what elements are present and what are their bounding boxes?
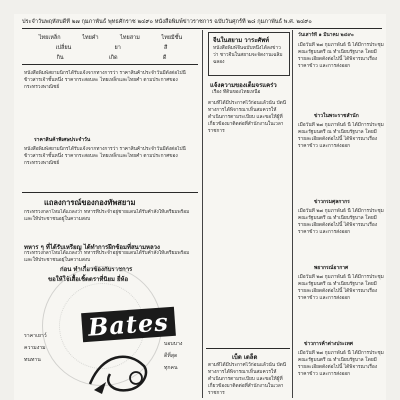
price-table-header <box>28 34 193 42</box>
box-title: จีนในสยาม วาระศัพท์ <box>213 37 270 44</box>
middle-headline: แจ้งความของเต็มจรแคร่ว <box>210 82 277 89</box>
ad-line-1: ก่อน ทำเกี่ยวข้องกับราชการ <box>60 266 133 273</box>
section-divider <box>206 348 290 349</box>
ad-label: บอบบาง <box>164 341 183 347</box>
section-divider <box>22 64 198 65</box>
right-body: เมื่อวันที่ ๒๗ กุมภาพันธ์ นี้ ได้มีการประชุมคณะรัฐมนตรี ณ ทำเนียบรัฐบาล โดยมีรายละเอียดดังต่อไปนี้ ได้พิจารณาเรื่องราคาข้าว และการส่งออก <box>298 123 384 149</box>
middle-subheadline: เรื่อง ที่ดินของไทยเหนือ <box>212 90 261 95</box>
price-table-heading: ไทยมีชั้น <box>161 35 183 41</box>
table-cell: ดี <box>162 55 167 61</box>
right-body: เมื่อวันที่ ๒๗ กุมภาพันธ์ นี้ ได้มีการประชุมคณะรัฐมนตรี ณ ทำเนียบรัฐบาล โดยมีรายละเอียดดังต่อไปนี้ ได้พิจารณาเรื่องราคาข้าว และการส่งออก <box>298 43 384 69</box>
right-headline: ข่าวกรมศุลกากร <box>314 199 350 205</box>
newspaper-page <box>14 14 386 400</box>
column-rule <box>202 30 203 398</box>
middle-box <box>208 32 290 76</box>
ad-line-2: ขอให้ใช้เสื้อเชิ้ตตราที่นิยม ยี่ห้อ <box>48 276 129 283</box>
miscellany-headline: เบ็ด เตล็ด <box>232 354 258 361</box>
ad-label: ราคาเยาว์ <box>24 333 47 339</box>
table-cell: ยา <box>114 45 121 51</box>
ad-label: ทุกคน <box>164 365 178 371</box>
column-rule <box>292 30 293 398</box>
price-table-heading: ไทยสาม <box>120 35 140 41</box>
market-paragraph: หนังสือพิมพ์สยามนิกรได้รับแจ้งจากทางการว่า ราคาสินค้าประจำวันมีดังต่อไปนี้ ข้าวสารเจ้าชั้นหนึ่ง ราคากระสอบละ ไทยเหล็กและไทยคำ ตามประกาศของกระทรวงพาณิชย์ <box>24 147 186 166</box>
right-body: เมื่อวันที่ ๒๗ กุมภาพันธ์ นี้ ได้มีการประชุมคณะรัฐมนตรี ณ ทำเนียบรัฐบาล โดยมีรายละเอียดดังต่อไปนี้ ได้พิจารณาเรื่องราคาข้าว และการส่งออก <box>298 209 384 235</box>
price-table-heading: ไทยเหล็ก <box>38 35 61 41</box>
ad-label: ดีที่สุด <box>164 353 178 359</box>
section-headline: แถลงการณ์ของกองทัพสยาม <box>44 198 136 207</box>
table-cell: เปลี่ยน <box>55 45 72 51</box>
section-paragraph: กระทรวงกลาโหมได้แถลงว่า ทหารที่ประจำอยู่ชายแดนได้รับคำสั่งให้เตรียมพร้อม และให้ประชาชนอยู่ในความสงบ <box>24 210 190 222</box>
brand-logo: Bates <box>81 307 176 342</box>
intro-paragraph: หนังสือพิมพ์สยามนิกรได้รับแจ้งจากทางการว่า ราคาสินค้าประจำวันมีดังต่อไปนี้ ข้าวสารเจ้าชั้นหนึ่ง ราคากระสอบละ ไทยเหล็กและไทยคำ ตามประกาศของกระทรวงพาณิชย์ <box>24 71 186 90</box>
price-table-heading: ไทยคำ <box>82 35 99 41</box>
table-cell: สี <box>164 45 168 51</box>
masthead <box>22 18 382 26</box>
masthead-rule <box>22 28 382 29</box>
masthead-text: ประจำวันพฤหัสบดีที่ ๒๗ กุมภาพันธ์ พุทธศักราช ๒๔๙๐ หนังสือพิมพ์ข่าวราชการ ฉบับวันศุกร์ที่ ๒๘ กุมภาพันธ์ พ.ศ. ๒๔๙๐ <box>22 19 312 25</box>
right-body: เมื่อวันที่ ๒๗ กุมภาพันธ์ นี้ ได้มีการประชุมคณะรัฐมนตรี ณ ทำเนียบรัฐบาล โดยมีรายละเอียดดังต่อไปนี้ ได้พิจารณาเรื่องราคาข้าว และการส่งออก <box>298 351 384 377</box>
miscellany-body: ตามที่ได้มีประกาศไว้ก่อนแล้วนั้น บัดนี้ทางการได้พิจารณาเห็นสมควรให้ดำเนินการตามระเบียบ และขอให้ผู้ที่เกี่ยวข้องมาติดต่อที่สำนักงานในเวลาราชการ <box>208 363 287 396</box>
ad-label: ความงาม <box>24 345 46 351</box>
dragon-illustration-icon <box>84 344 154 398</box>
table-cell: กิน <box>56 55 64 61</box>
right-body: เมื่อวันที่ ๒๗ กุมภาพันธ์ นี้ ได้มีการประชุมคณะรัฐมนตรี ณ ทำเนียบรัฐบาล โดยมีรายละเอียดดังต่อไปนี้ ได้พิจารณาเรื่องราคาข้าว และการส่งออก <box>298 275 384 301</box>
middle-body: ตามที่ได้มีประกาศไว้ก่อนแล้วนั้น บัดนี้ทางการได้พิจารณาเห็นสมควรให้ดำเนินการตามระเบียบ และขอให้ผู้ที่เกี่ยวข้องมาติดต่อที่สำนักงานในเวลาราชการ <box>208 101 287 134</box>
table-cell: เกิด <box>108 55 118 61</box>
ad-label: ทนทาน <box>24 357 41 363</box>
ad-left-labels <box>24 330 64 400</box>
news-headline: ทหาร ๆ ที่ได้รับเหรียญ ได้ทำการฝึกซ้อมที่สนามหลวง <box>24 244 160 251</box>
price-table-row <box>34 44 189 52</box>
price-table-row <box>34 54 189 62</box>
right-headline: ข่าวการค้าต่างประเทศ <box>304 341 353 347</box>
right-date: วันเสาร์ที่ ๑ มีนาคม ๒๔๙๐ <box>298 32 354 38</box>
ad-right-labels <box>164 338 198 398</box>
section-divider <box>22 192 198 193</box>
box-text: หนังสือพิมพ์จีนฉบับหนึ่งได้ลงข่าวว่า ชาวจีนในสยามจะจัดงานเฉลิมฉลอง <box>213 46 283 65</box>
market-headline: ราคาสินค้าพิเศษประจำวัน <box>34 137 91 143</box>
right-headline: ข่าวในพระราชสำนัก <box>314 113 359 119</box>
news-paragraph: กระทรวงกลาโหมได้แถลงว่า ทหารที่ประจำอยู่ชายแดนได้รับคำสั่งให้เตรียมพร้อม และให้ประชาชนอยู่ในความสงบ <box>24 251 190 262</box>
right-headline: พยากรณ์อากาศ <box>314 265 349 271</box>
